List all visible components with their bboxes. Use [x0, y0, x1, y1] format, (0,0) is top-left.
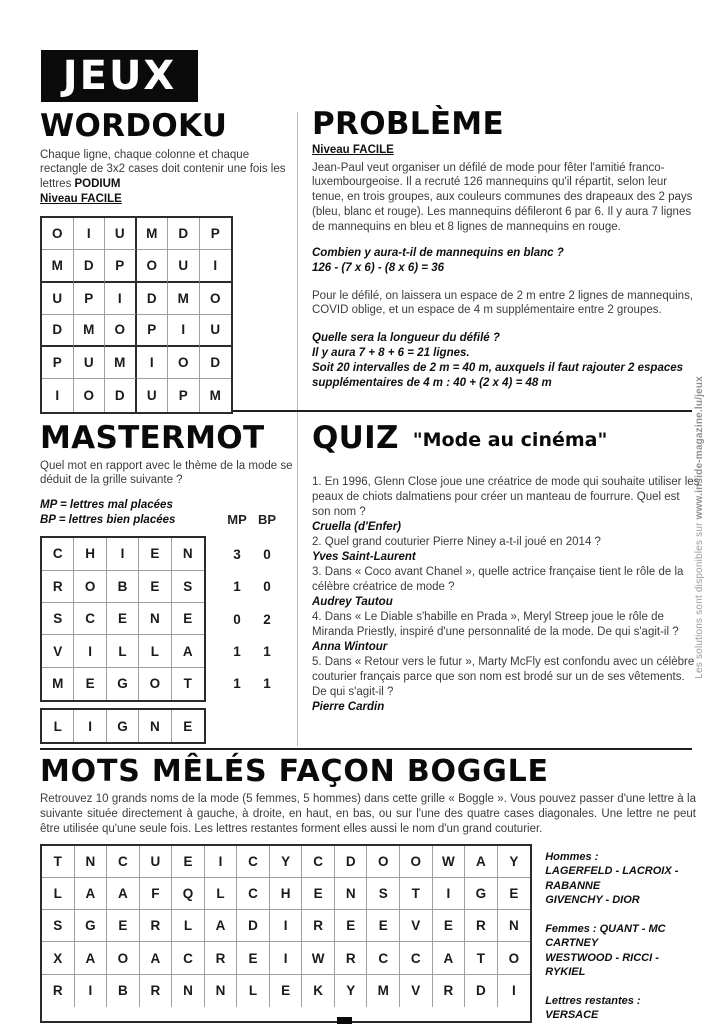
grid-cell: E	[270, 975, 303, 1007]
grid-cell: O	[105, 315, 137, 347]
boggle-title: MOTS MÊLÉS FAÇON BOGGLE	[40, 754, 549, 789]
wordoku-description-text: Chaque ligne, chaque colonne et chaque rectangle de 3x2 cases doit contenir une fois les lettres	[40, 148, 286, 191]
legend-bp: BP = lettres bien placées	[40, 513, 176, 526]
grid-cell: I	[74, 218, 106, 250]
grid-cell: R	[140, 975, 173, 1007]
grid-cell: L	[172, 910, 205, 942]
quiz-section	[312, 422, 700, 715]
page-title-box	[41, 50, 198, 102]
grid-cell: O	[74, 571, 106, 603]
spacer	[545, 908, 696, 922]
grid-cell: E	[139, 538, 171, 570]
grid-cell: U	[137, 379, 169, 411]
grid-cell: L	[237, 975, 270, 1007]
grid-cell: C	[42, 538, 74, 570]
grid-cell: C	[367, 942, 400, 974]
grid-cell: G	[107, 710, 139, 742]
grid-cell: M	[42, 250, 74, 282]
grid-cell: I	[74, 635, 106, 667]
grid-cell: R	[140, 910, 173, 942]
probleme-answer-1: 126 - (7 x 6) - (8 x 6) = 36	[312, 261, 444, 274]
grid-cell: L	[107, 635, 139, 667]
grid-cell: P	[168, 379, 200, 411]
grid-cell: E	[172, 603, 204, 635]
boggle-body	[40, 844, 696, 1023]
grid-cell: U	[74, 347, 106, 379]
quiz-answer: Anna Wintour	[312, 640, 388, 653]
grid-cell: A	[140, 942, 173, 974]
wordoku-grid[interactable]	[40, 216, 233, 414]
grid-cell: D	[105, 379, 137, 411]
grid-cell: M	[168, 283, 200, 315]
mastermot-score-header	[222, 512, 282, 527]
grid-cell: I	[512, 983, 516, 999]
mastermot-answer-grid[interactable]	[40, 708, 206, 744]
quiz-question: 2. Quel grand couturier Pierre Niney a-t-il joué en 2014 ?	[312, 535, 601, 548]
boggle-grid[interactable]	[40, 844, 532, 1023]
grid-cell: D	[465, 975, 498, 1007]
grid-cell: M	[105, 347, 137, 379]
boggle-answers	[545, 850, 696, 1023]
grid-cell: A	[205, 910, 238, 942]
grid-cell: T	[42, 846, 75, 878]
probleme-level: Niveau FACILE	[312, 143, 394, 156]
quiz-question: 5. Dans « Retour vers le futur », Marty McFly est confondu avec un célèbre couturier français parce que son nom est brodé sur un de ses vêtements. De qui s'agit-il ?	[312, 655, 695, 698]
grid-cell: E	[172, 846, 205, 878]
grid-cell: A	[172, 635, 204, 667]
probleme-answer-2-line-1: Il y aura 7 + 8 + 6 = 21 lignes.	[312, 347, 470, 360]
grid-cell: C	[237, 878, 270, 910]
grid-cell: I	[75, 975, 108, 1007]
mastermot-legend-row	[40, 498, 302, 527]
mp-column-header: MP	[227, 512, 247, 528]
probleme-title: PROBLÈME	[312, 106, 504, 142]
grid-cell: N	[335, 878, 368, 910]
grid-cell: M	[367, 975, 400, 1007]
grid-cell: W	[433, 846, 466, 878]
grid-cell: N	[172, 538, 204, 570]
grid-cell: O	[139, 668, 171, 700]
grid-cell: R	[465, 910, 498, 942]
grid-cell: U	[105, 218, 137, 250]
bp-value: 0	[263, 579, 271, 595]
grid-cell: T	[400, 878, 433, 910]
quiz-answer: Cruella (d'Enfer)	[312, 520, 401, 533]
grid-cell: H	[270, 878, 303, 910]
grid-cell: W	[302, 942, 335, 974]
quiz-answer: Pierre Cardin	[312, 700, 385, 713]
grid-cell: G	[465, 878, 498, 910]
grid-cell: D	[74, 250, 106, 282]
grid-cell: A	[433, 942, 466, 974]
page-title: JEUX	[62, 53, 177, 99]
grid-cell: G	[107, 668, 139, 700]
grid-cell: Q	[172, 878, 205, 910]
grid-cell: P	[137, 315, 169, 347]
grid-cell: A	[75, 878, 108, 910]
grid-cell: L	[42, 710, 74, 742]
mp-value: 1	[233, 579, 241, 595]
quiz-header	[312, 422, 700, 455]
legend-mp: MP = lettres mal placées	[40, 499, 173, 512]
grid-cell: O	[107, 942, 140, 974]
grid-cell: L	[42, 878, 75, 910]
solutions-note-url[interactable]: www.inside-magazine.lu/jeux	[694, 376, 705, 520]
boggle-lettres-restantes: Lettres restantes : VERSACE	[545, 994, 641, 1021]
grid-cell: O	[367, 846, 400, 878]
grid-cell: R	[42, 975, 75, 1007]
grid-cell: I	[74, 710, 106, 742]
grid-cell: S	[42, 910, 75, 942]
grid-cell: L	[139, 635, 171, 667]
wordoku-level: Niveau FACILE	[40, 192, 122, 205]
grid-cell: O	[498, 942, 531, 974]
grid-cell: B	[107, 571, 139, 603]
mp-value: 3	[233, 546, 241, 562]
mastermot-score-row	[222, 668, 282, 700]
grid-cell: N	[139, 710, 171, 742]
grid-cell: D	[168, 218, 200, 250]
grid-cell: R	[42, 571, 74, 603]
grid-cell: D	[335, 846, 368, 878]
grid-cell: T	[183, 676, 192, 692]
bp-column-header: BP	[257, 512, 277, 528]
boggle-femmes-line-2: WESTWOOD - RICCI - RYKIEL	[545, 951, 659, 978]
grid-cell: O	[137, 250, 169, 282]
grid-cell: A	[107, 878, 140, 910]
grid-cell: M	[137, 218, 169, 250]
grid-cell: C	[74, 603, 106, 635]
bp-value: 2	[263, 611, 271, 627]
grid-cell: S	[172, 571, 204, 603]
mp-value: 0	[233, 611, 241, 627]
grid-cell: C	[302, 846, 335, 878]
grid-cell: R	[335, 942, 368, 974]
grid-cell: C	[172, 942, 205, 974]
mastermot-grid[interactable]	[40, 536, 206, 702]
grid-cell: E	[74, 668, 106, 700]
grid-cell: U	[42, 283, 74, 315]
grid-cell: C	[107, 846, 140, 878]
grid-cell: N	[172, 975, 205, 1007]
mastermot-score-row	[222, 635, 282, 667]
quiz-answer: Audrey Tautou	[312, 595, 393, 608]
bp-value: 1	[263, 676, 271, 692]
quiz-question: 3. Dans « Coco avant Chanel », quelle actrice française tient le rôle de la célèbre créatrice de mode ?	[312, 565, 684, 593]
mastermot-title: MASTERMOT	[40, 420, 265, 456]
mp-value: 1	[233, 676, 241, 692]
grid-cell: B	[107, 975, 140, 1007]
grid-cell: N	[205, 975, 238, 1007]
grid-cell: F	[140, 878, 173, 910]
grid-cell: P	[105, 250, 137, 282]
bp-value: 0	[263, 546, 271, 562]
grid-cell: P	[74, 283, 106, 315]
quiz-answer: Yves Saint-Laurent	[312, 550, 416, 563]
bp-value: 1	[263, 644, 271, 659]
quiz-question: 4. Dans « Le Diable s'habille en Prada », Meryl Streep joue le rôle de Miranda Priestly, inspiré d'une personnalité de la mode. De qui s'agit-il ?	[312, 610, 679, 638]
grid-cell: I	[205, 846, 238, 878]
boggle-section	[40, 756, 696, 1023]
grid-cell: E	[335, 910, 368, 942]
page-number-mark	[337, 1017, 352, 1024]
grid-cell: E	[302, 878, 335, 910]
grid-cell: I	[200, 250, 232, 282]
grid-cell: P	[200, 218, 232, 250]
wordoku-section	[40, 110, 298, 414]
grid-cell: I	[107, 538, 139, 570]
probleme-intro: Jean-Paul veut organiser un défilé de mode pour fêter l'amitié franco-luxembourgeoise. Il a recruté 126 mannequins qu'il répartit, selon leur tenue, en trois groupes, aux couleurs communes des drapeaux des 2 pays (bleu, blanc et rouge). Les mannequins défileront 6 par 6. Il y aura 7 lignes de mannequins en bleu et 8 lignes de mannequins en rouge.	[312, 161, 693, 233]
grid-cell: I	[270, 942, 303, 974]
grid-cell: K	[302, 975, 335, 1007]
mastermot-description: Quel mot en rapport avec le thème de la mode se déduit de la grille suivante ?	[40, 459, 293, 487]
boggle-hommes-line-1: LAGERFELD - LACROIX - RABANNE	[545, 865, 679, 892]
grid-cell: R	[205, 942, 238, 974]
mastermot-score-row	[222, 538, 282, 570]
grid-cell: C	[237, 846, 270, 878]
grid-cell: O	[400, 846, 433, 878]
mp-value: 1	[233, 644, 241, 659]
mastermot-score-row	[222, 571, 282, 603]
grid-cell: M	[42, 668, 74, 700]
grid-cell: O	[74, 379, 106, 411]
boggle-hommes-label: Hommes :	[545, 850, 599, 863]
grid-cell: N	[498, 910, 531, 942]
grid-cell: Y	[335, 975, 368, 1007]
wordoku-title: WORDOKU	[40, 108, 228, 144]
grid-cell: U	[200, 315, 232, 347]
boggle-hommes-line-2: GIVENCHY - DIOR	[545, 894, 640, 906]
quiz-items	[312, 475, 700, 715]
probleme-note: Pour le défilé, on laissera un espace de 2 m entre 2 lignes de mannequins, COVID oblige, et un espace de 4 m supplémentaire entre 2 groupes.	[312, 289, 694, 317]
quiz-subtitle: "Mode au cinéma"	[412, 428, 608, 451]
grid-cell: U	[140, 846, 173, 878]
grid-cell: Y	[270, 846, 303, 878]
quiz-question: 1. En 1996, Glenn Close joue une créatrice de mode qui souhaite utiliser les peaux de chiots dalmatiens pour créer un manteau de fourrure. Quel est son nom ?	[312, 475, 700, 518]
probleme-answer-2-line-2: Soit 20 intervalles de 2 m = 40 m, auxquels il faut rajouter 2 espaces supplémentaires de 4 m : 40 + (2 x 4) = 48 m	[312, 362, 684, 390]
grid-cell: P	[42, 347, 74, 379]
grid-cell: E	[367, 910, 400, 942]
grid-cell: E	[498, 878, 531, 910]
spacer	[545, 980, 696, 994]
mastermot-body	[40, 536, 302, 702]
solutions-note	[694, 376, 705, 679]
grid-cell: R	[433, 975, 466, 1007]
grid-cell: E	[107, 603, 139, 635]
grid-cell: E	[183, 718, 193, 734]
grid-cell: L	[205, 878, 238, 910]
wordoku-description	[40, 148, 298, 192]
grid-cell: D	[42, 315, 74, 347]
grid-cell: H	[74, 538, 106, 570]
mastermot-section	[40, 422, 302, 744]
probleme-section	[312, 108, 696, 391]
grid-cell: I	[42, 379, 74, 411]
grid-cell: X	[42, 942, 75, 974]
quiz-title: QUIZ	[312, 420, 399, 456]
grid-cell: E	[237, 942, 270, 974]
grid-cell: U	[168, 250, 200, 282]
grid-cell: N	[139, 603, 171, 635]
grid-cell: I	[137, 347, 169, 379]
grid-cell: V	[400, 975, 433, 1007]
grid-cell: E	[107, 910, 140, 942]
grid-cell: D	[237, 910, 270, 942]
grid-cell: I	[168, 315, 200, 347]
grid-cell: S	[367, 878, 400, 910]
grid-cell: V	[42, 635, 74, 667]
grid-cell: O	[42, 218, 74, 250]
grid-cell: S	[42, 603, 74, 635]
wordoku-letters: PODIUM	[74, 178, 121, 191]
grid-cell: V	[400, 910, 433, 942]
solutions-note-text: Les solutions sont disponibles sur	[694, 519, 705, 679]
grid-cell: O	[168, 347, 200, 379]
mastermot-scores	[222, 536, 282, 702]
grid-cell: I	[105, 283, 137, 315]
grid-cell: C	[400, 942, 433, 974]
section-divider-bottom	[40, 748, 692, 750]
mastermot-score-row	[222, 603, 282, 635]
probleme-question-1: Combien y aura-t-il de mannequins en blanc ?	[312, 246, 564, 259]
grid-cell: I	[433, 878, 466, 910]
grid-cell: N	[75, 846, 108, 878]
grid-cell: E	[139, 571, 171, 603]
grid-cell: E	[433, 910, 466, 942]
boggle-description: Retrouvez 10 grands noms de la mode (5 femmes, 5 hommes) dans cette grille « Boggle ». Vous pouvez passer d'une lettre à la suivante située directement à gauche, à droite, en haut, en bas, ou sur l'une des quatre cases diagonales. Une lettre ne peut être utilisée qu'une seule fois. Les lettres restantes forment elles aussi le nom d'un grand couturier.	[40, 792, 696, 835]
grid-cell: G	[75, 910, 108, 942]
grid-cell: A	[75, 942, 108, 974]
probleme-question-2: Quelle sera la longueur du défilé ?	[312, 332, 500, 345]
grid-cell: T	[465, 942, 498, 974]
boggle-femmes-line-1: Femmes : QUANT - MC CARTNEY	[545, 922, 666, 949]
grid-cell: O	[200, 283, 232, 315]
grid-cell: R	[302, 910, 335, 942]
grid-cell: I	[270, 910, 303, 942]
grid-cell: M	[74, 315, 106, 347]
grid-cell: M	[209, 388, 221, 404]
grid-cell: D	[200, 347, 232, 379]
grid-cell: D	[137, 283, 169, 315]
grid-cell: A	[465, 846, 498, 878]
grid-cell: Y	[498, 846, 531, 878]
